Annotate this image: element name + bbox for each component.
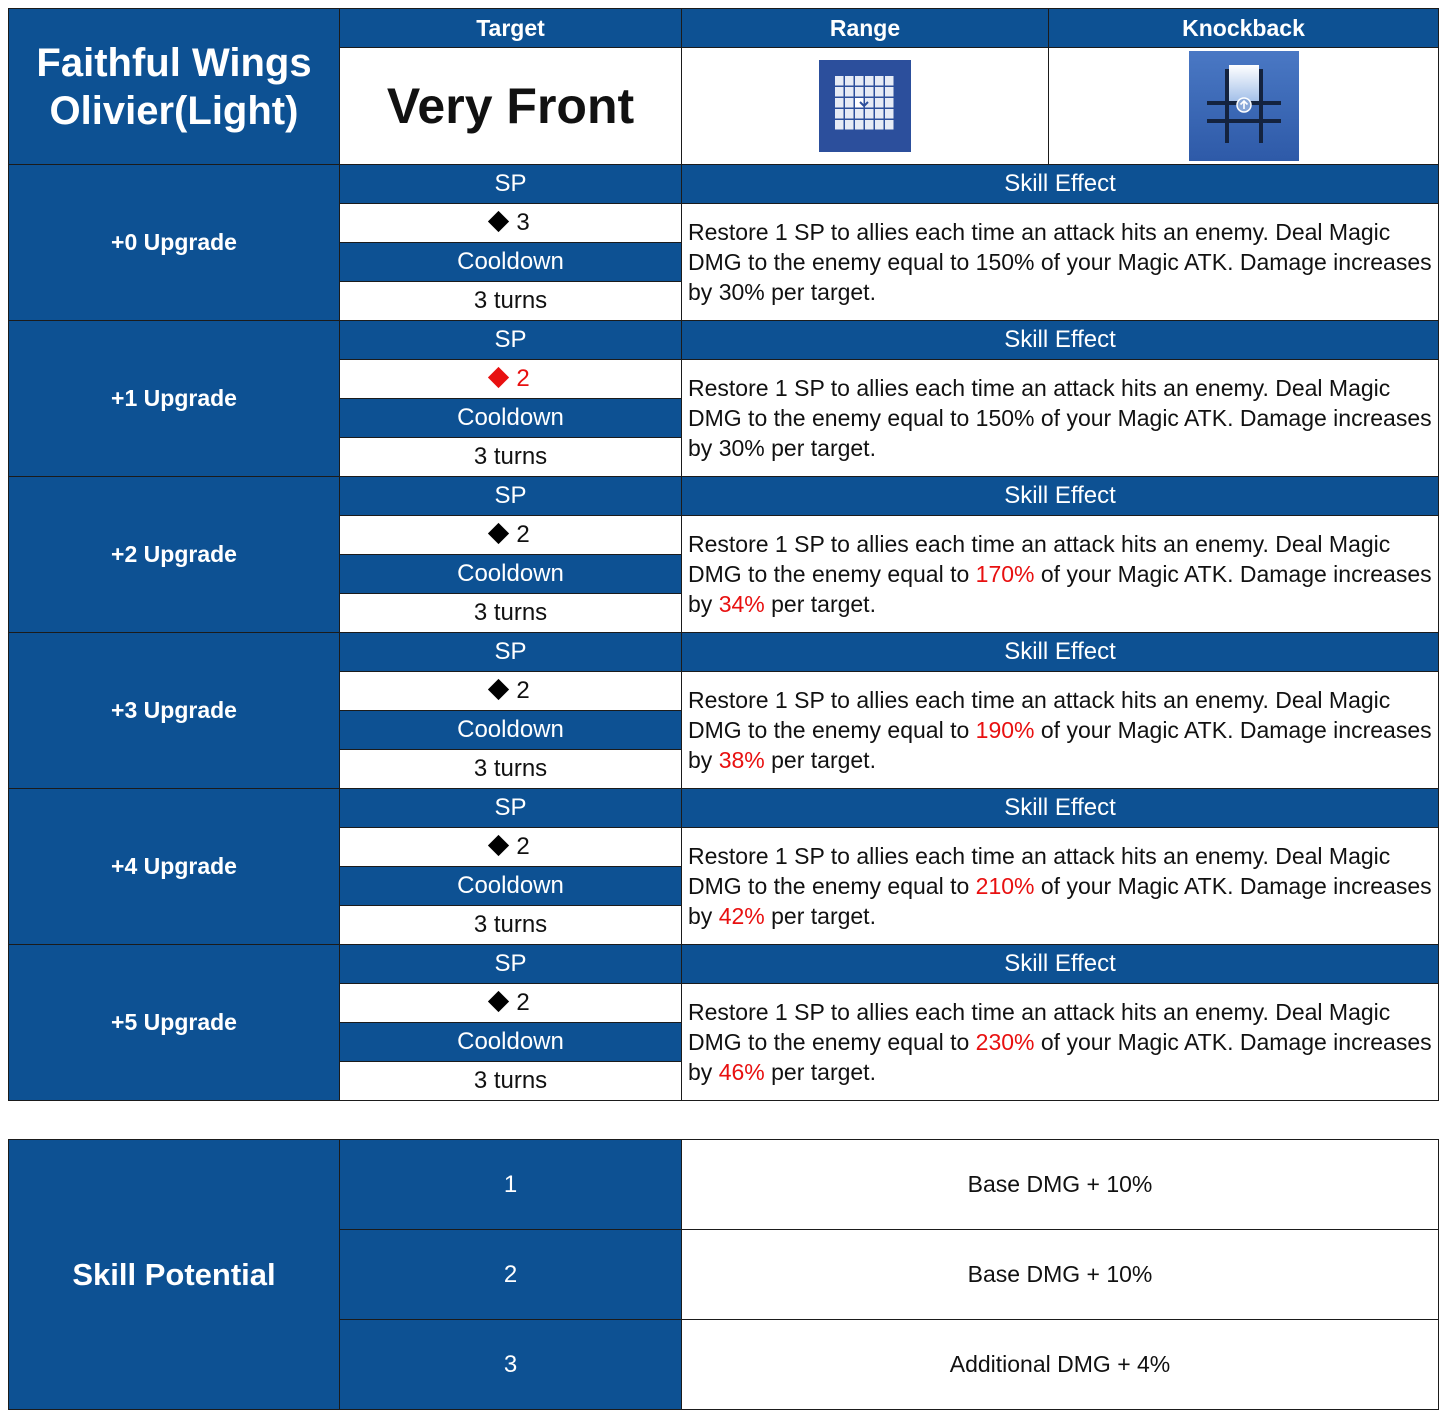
sp-label: SP: [340, 945, 682, 984]
knockback-header: Knockback: [1049, 9, 1439, 48]
effect-dmg-value: 230%: [975, 1029, 1035, 1055]
target-value: Very Front: [340, 48, 682, 165]
potential-table: [8, 1139, 1439, 1410]
cooldown-value: 3 turns: [340, 1062, 682, 1101]
cooldown-label: Cooldown: [340, 711, 682, 750]
cooldown-label: Cooldown: [340, 867, 682, 906]
upgrade-row: [9, 321, 1439, 360]
sp-label: SP: [340, 789, 682, 828]
sp-label: SP: [340, 477, 682, 516]
cooldown-label: Cooldown: [340, 555, 682, 594]
effect-increase-value: 30%: [718, 279, 765, 305]
potential-row-1: [9, 1140, 1439, 1230]
skill-effect-label: Skill Effect: [682, 945, 1439, 984]
effect-increase-value: 34%: [718, 591, 765, 617]
effect-increase-value: 38%: [718, 747, 765, 773]
effect-text-part: of your Magic ATK. Damage increases by: [688, 561, 1432, 617]
sp-diamond-icon: [488, 367, 509, 388]
effect-increase-value: 30%: [718, 435, 765, 461]
sp-diamond-icon: [488, 991, 509, 1012]
sp-value: 2: [516, 677, 530, 704]
upgrade-name: +2 Upgrade: [9, 477, 340, 633]
effect-text-part: per target.: [764, 279, 876, 305]
sp-label: SP: [340, 633, 682, 672]
upgrade-row: [9, 789, 1439, 828]
upgrade-name: +3 Upgrade: [9, 633, 340, 789]
effect-text-part: Restore 1 SP to allies each time an attack hits an enemy. Deal Magic DMG to the enemy equal to: [688, 375, 1391, 431]
knockback-cell: [1049, 48, 1439, 165]
cooldown-value: 3 turns: [340, 282, 682, 321]
range-grid-icon: [819, 60, 911, 152]
skill-effect-label: Skill Effect: [682, 477, 1439, 516]
skill-effect-label: Skill Effect: [682, 789, 1439, 828]
potential-effect-1: Base DMG + 10%: [682, 1140, 1439, 1230]
upgrade-row: [9, 633, 1439, 672]
effect-text-part: Restore 1 SP to allies each time an attack hits an enemy. Deal Magic DMG to the enemy equal to: [688, 531, 1391, 587]
upgrade-name: +5 Upgrade: [9, 945, 340, 1101]
potential-num-1: 1: [340, 1140, 682, 1230]
header-row: [9, 9, 1439, 48]
potential-title: Skill Potential: [9, 1140, 340, 1410]
sp-diamond-icon: [488, 679, 509, 700]
effect-text-part: of your Magic ATK. Damage increases by: [688, 405, 1432, 461]
sp-diamond-icon: [488, 835, 509, 856]
skill-effect-label: Skill Effect: [682, 321, 1439, 360]
sp-value: 2: [516, 989, 530, 1016]
cooldown-label: Cooldown: [340, 243, 682, 282]
upgrade-name: +0 Upgrade: [9, 165, 340, 321]
potential-num-3: 3: [340, 1320, 682, 1410]
sp-label: SP: [340, 165, 682, 204]
effect-text-part: of your Magic ATK. Damage increases by: [688, 873, 1432, 929]
potential-num-2: 2: [340, 1230, 682, 1320]
effect-dmg-value: 210%: [975, 873, 1035, 899]
effect-dmg-value: 150%: [975, 405, 1035, 431]
effect-text-part: of your Magic ATK. Damage increases by: [688, 249, 1432, 305]
sp-value: 2: [516, 833, 530, 860]
skill-effect-text: [682, 672, 1439, 789]
cooldown-value: 3 turns: [340, 750, 682, 789]
upgrade-name: +1 Upgrade: [9, 321, 340, 477]
skill-effect-text: [682, 516, 1439, 633]
upgrade-name: +4 Upgrade: [9, 789, 340, 945]
cooldown-value: 3 turns: [340, 906, 682, 945]
upgrade-row: [9, 477, 1439, 516]
sp-label: SP: [340, 321, 682, 360]
skill-effect-label: Skill Effect: [682, 633, 1439, 672]
cooldown-value: 3 turns: [340, 594, 682, 633]
skill-effect-text: [682, 204, 1439, 321]
cooldown-value: 3 turns: [340, 438, 682, 477]
sp-value: 3: [516, 209, 530, 236]
skill-table-body: [9, 9, 1439, 1101]
skill-table: [8, 8, 1439, 1101]
effect-text-part: Restore 1 SP to allies each time an attack hits an enemy. Deal Magic DMG to the enemy equal to: [688, 999, 1391, 1055]
sp-diamond-icon: [488, 523, 509, 544]
skill-effect-text: [682, 360, 1439, 477]
effect-text-part: per target.: [764, 591, 876, 617]
effect-text-part: of your Magic ATK. Damage increases by: [688, 717, 1432, 773]
effect-dmg-value: 170%: [975, 561, 1035, 587]
skill-name-cell: [9, 9, 340, 165]
effect-text-part: per target.: [764, 1059, 876, 1085]
cooldown-label: Cooldown: [340, 1023, 682, 1062]
sp-value: 2: [516, 365, 530, 392]
sp-diamond-icon: [488, 211, 509, 232]
knockback-grid-icon: [1189, 51, 1299, 161]
potential-effect-2: Base DMG + 10%: [682, 1230, 1439, 1320]
effect-text-part: per target.: [764, 435, 876, 461]
skill-name-line2: Olivier(Light): [49, 88, 299, 133]
upgrade-row: [9, 165, 1439, 204]
upgrade-row: [9, 945, 1439, 984]
effect-text-part: Restore 1 SP to allies each time an attack hits an enemy. Deal Magic DMG to the enemy equal to: [688, 219, 1391, 275]
effect-text-part: per target.: [764, 903, 876, 929]
target-header: Target: [340, 9, 682, 48]
sp-value-cell: [340, 984, 682, 1023]
range-header: Range: [682, 9, 1049, 48]
sp-value-cell: [340, 360, 682, 399]
skill-effect-text: [682, 828, 1439, 945]
sp-value-cell: [340, 672, 682, 711]
effect-text-part: Restore 1 SP to allies each time an attack hits an enemy. Deal Magic DMG to the enemy equal to: [688, 843, 1391, 899]
effect-increase-value: 42%: [718, 903, 765, 929]
potential-effect-3: Additional DMG + 4%: [682, 1320, 1439, 1410]
skill-effect-text: [682, 984, 1439, 1101]
sp-value-cell: [340, 204, 682, 243]
effect-dmg-value: 190%: [975, 717, 1035, 743]
sp-value-cell: [340, 828, 682, 867]
effect-text-part: Restore 1 SP to allies each time an attack hits an enemy. Deal Magic DMG to the enemy equal to: [688, 687, 1391, 743]
effect-increase-value: 46%: [718, 1059, 765, 1085]
effect-text-part: per target.: [764, 747, 876, 773]
skill-effect-label: Skill Effect: [682, 165, 1439, 204]
sp-value: 2: [516, 521, 530, 548]
cooldown-label: Cooldown: [340, 399, 682, 438]
skill-name-line1: Faithful Wings: [36, 40, 312, 85]
effect-dmg-value: 150%: [975, 249, 1035, 275]
sp-value-cell: [340, 516, 682, 555]
effect-text-part: of your Magic ATK. Damage increases by: [688, 1029, 1432, 1085]
range-cell: [682, 48, 1049, 165]
